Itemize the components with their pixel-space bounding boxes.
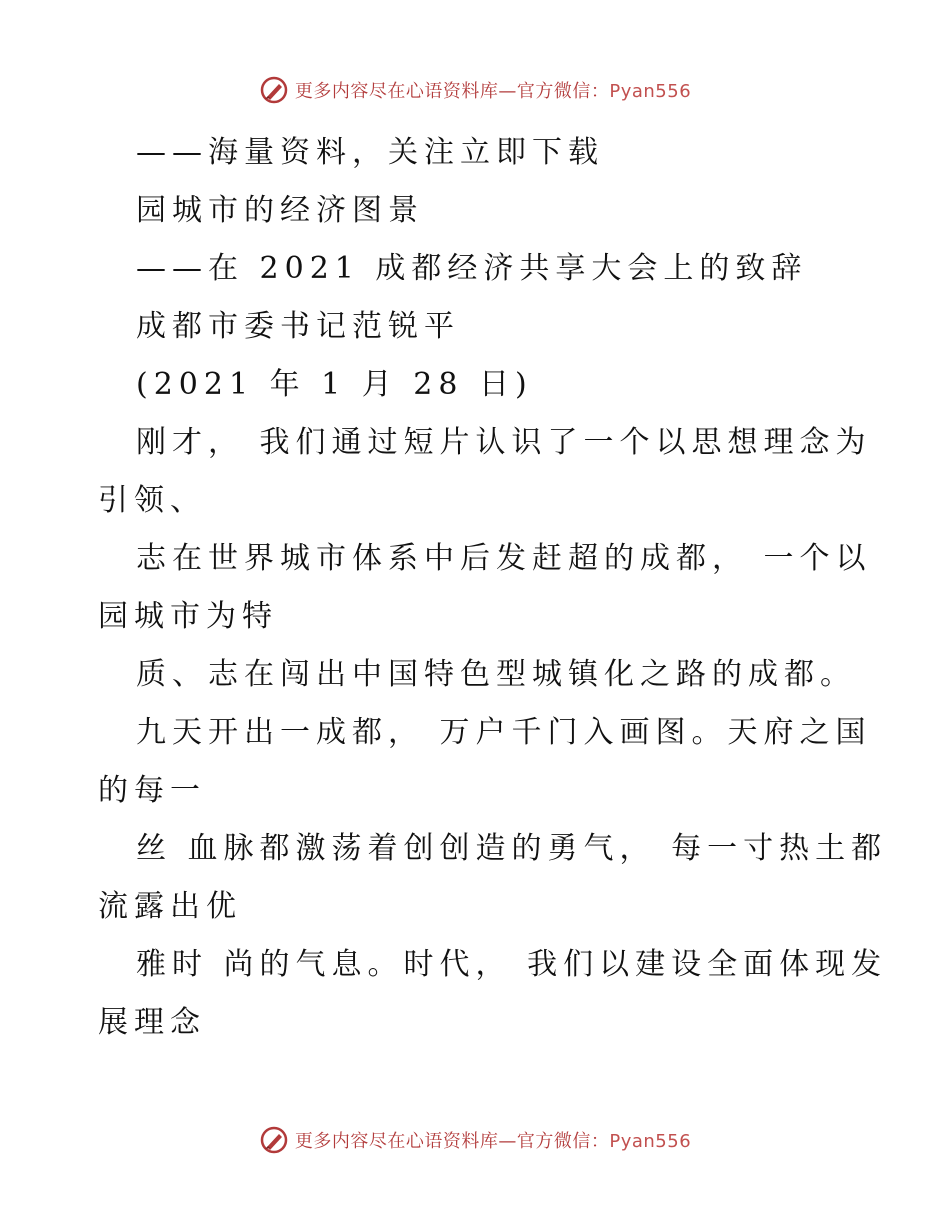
text-line: 雅时 尚的气息。时代， 我们以建设全面体现发: [136, 947, 888, 982]
text-line: ——在 2021 成都经济共享大会上的致辞: [136, 251, 808, 286]
pen-logo-icon: [259, 1125, 289, 1155]
text-line: 园城市的经济图景: [136, 193, 424, 228]
watermark-text: 更多内容尽在心语资料库—官方微信：Pyan556: [294, 81, 692, 102]
text-line: ——海量资料，关注立即下载: [136, 135, 604, 170]
watermark-id: Pyan556: [609, 81, 692, 102]
text-line: 的每一: [98, 773, 206, 808]
text-line: 九天开出一成都， 万户千门入画图。天府之国: [136, 715, 872, 750]
text-line: 引领、: [98, 483, 206, 518]
pen-logo-icon: [259, 75, 289, 105]
text-line: 丝 血脉都激荡着创创造的勇气， 每一寸热土都: [136, 831, 888, 866]
text-line: 志在世界城市体系中后发赶超的成都， 一个以: [136, 541, 872, 576]
text-line: 刚才， 我们通过短片认识了一个以思想理念为: [136, 425, 872, 460]
text-line: 展理念: [98, 1005, 206, 1040]
footer-watermark: [0, 1120, 950, 1160]
document-body: [98, 124, 888, 1052]
watermark-id: Pyan556: [609, 1131, 692, 1152]
text-line: 质、志在闯出中国特色型城镇化之路的成都。: [136, 657, 856, 692]
text-line: 成都市委书记范锐平: [136, 309, 460, 344]
text-line: (2021 年 1 月 28 日): [136, 367, 533, 402]
watermark-text: 更多内容尽在心语资料库—官方微信：Pyan556: [294, 1131, 692, 1152]
header-watermark: [0, 70, 950, 110]
text-line: 园城市为特: [98, 599, 278, 634]
text-line: 流露出优: [98, 889, 242, 924]
